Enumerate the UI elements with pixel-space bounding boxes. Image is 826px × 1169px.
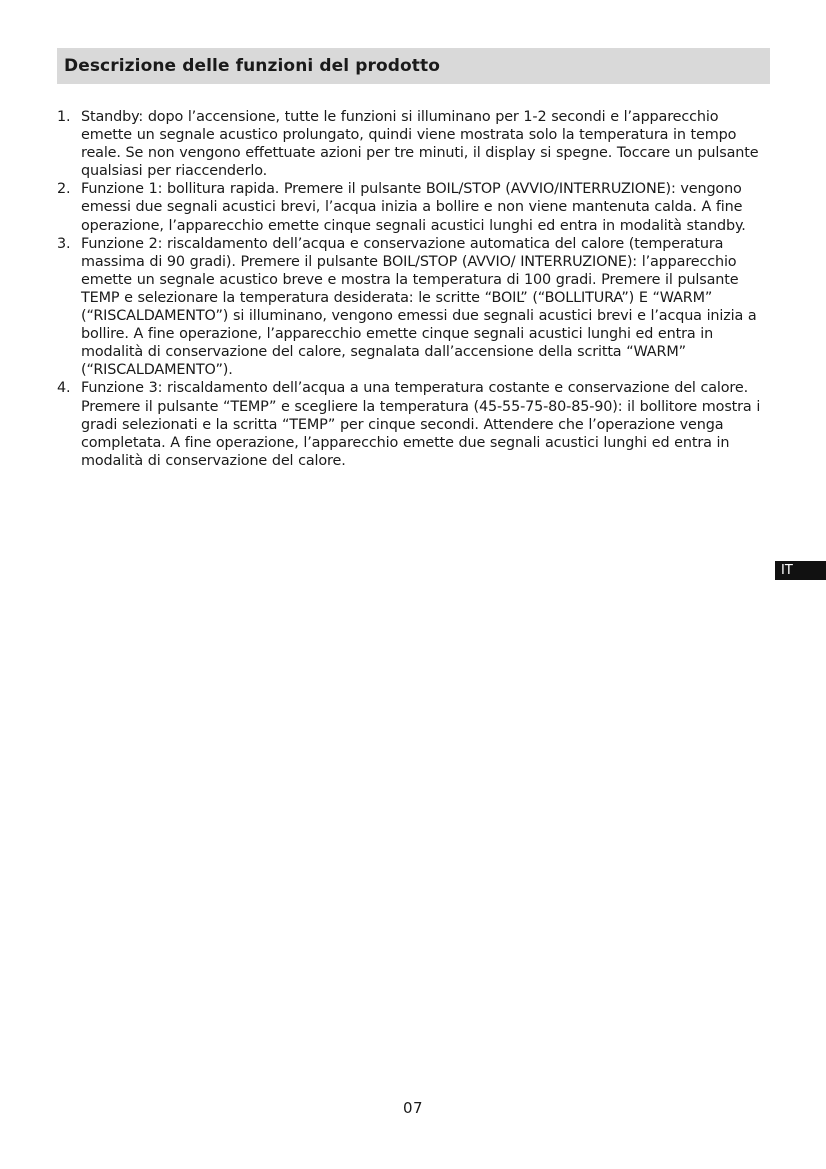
list-item-number: 4. — [57, 380, 71, 397]
list-item-number: 1. — [57, 109, 71, 125]
list-item-text: Funzione 3: riscaldamento dell’acqua a una temperatura costante e conservazione del calore. Premere il pulsante “TEMP” e scegliere la temperatura (45-55-75-80-85-90): il bollitore mostra i gradi selezionati e la scritta “TEMP” per cinque secondi. Attendere che l’operazione venga completata. A fine operazione, l’apparecchio emette due segnali acustici lunghi ed entra in modalità di conservazione del calore. — [81, 380, 761, 469]
list-item — [57, 235, 770, 380]
list-item — [57, 180, 770, 234]
function-list — [57, 108, 770, 470]
list-item-number: 3. — [57, 235, 71, 252]
list-item — [57, 379, 770, 469]
list-item-text: Funzione 1: bollitura rapida. Premere il pulsante BOIL/STOP (AVVIO/INTERRUZIONE): vengono emessi due segnali acustici brevi, l’acqua inizia a bollire e non viene mantenuta calda. A fine operazione, l’apparecchio emette cinque segnali acustici lunghi ed entra in modalità standby. — [81, 181, 746, 234]
list-item-number: 2. — [57, 181, 71, 198]
section-header — [57, 48, 770, 84]
language-tab: IT — [775, 561, 826, 580]
list-item-text: Funzione 2: riscaldamento dell’acqua e conservazione automatica del calore (temperatura massima di 90 gradi). Premere il pulsante BOIL/STOP (AVVIO/ INTERRUZIONE): l’apparecchio emette un segnale acustico breve e mostra la temperatura di 100 gradi. Premere il pulsante TEMP e selezionare la temperatura desiderata: le scritte “BOIL” (“BOLLITURA”) E “WARM” (“RISCALDAMENTO”) si illuminano, vengono emessi due segnali acustici brevi e l’acqua inizia a bollire. A fine operazione, l’apparecchio emette cinque segnali acustici lunghi ed entra in modalità di conservazione del calore, segnalata dall’accensione della scritta “WARM” (“RISCALDAMENTO”). — [81, 235, 757, 379]
page-number: 07 — [402, 1099, 424, 1117]
list-item-text: Standby: dopo l’accensione, tutte le funzioni si illuminano per 1-2 secondi e l’apparecchio emette un segnale acustico prolungato, quindi viene mostrata solo la temperatura in tempo reale. Se non vengono effettuate azioni per tre minuti, il display si spegne. Toccare un pulsante qualsiasi per riaccenderlo. — [81, 109, 759, 180]
section-title: Descrizione delle funzioni del prodotto — [64, 56, 441, 76]
list-item — [57, 108, 770, 180]
